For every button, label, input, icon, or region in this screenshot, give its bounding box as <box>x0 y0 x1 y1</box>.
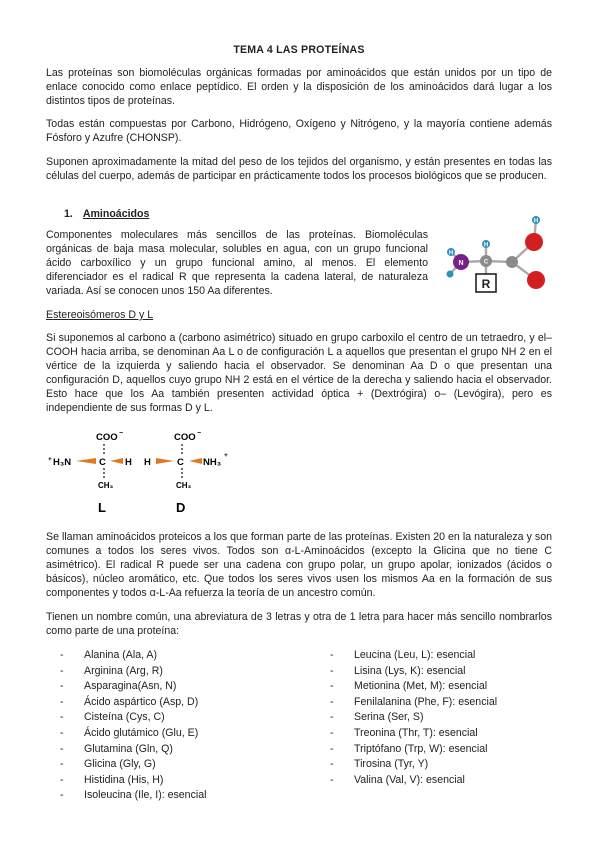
section-number: 1. <box>64 208 73 220</box>
list-item: - Histidina (His, H) <box>60 773 164 786</box>
aminoacid-list-right <box>330 648 497 788</box>
paragraph-intro: Las proteínas son biomoléculas orgánicas formadas por aminoácidos que están unidos por un tipo de enlace conocido como enlace peptídico. El orden y la disposición de los aminoácidos dará lugar a los distintos tipos de proteínas. <box>46 67 552 107</box>
svg-text:D: D <box>176 500 186 515</box>
list-item: - Fenilalanina (Phe, F): esencial <box>330 695 498 708</box>
oxygen-atom-bottom <box>527 271 545 289</box>
aminoacid-list-left <box>60 648 206 804</box>
svg-text:COO: COO <box>96 432 118 443</box>
svg-text:H: H <box>144 457 151 468</box>
list-item: - Alanina (Ala, A) <box>60 649 158 661</box>
svg-text:−: − <box>197 430 202 437</box>
svg-text:+: + <box>48 456 52 463</box>
section-heading-aminoacidos <box>64 207 149 221</box>
list-item: - Cisteína (Cys, C) <box>60 711 165 724</box>
section-title: Aminoácidos <box>82 208 150 220</box>
l-configuration <box>48 430 132 515</box>
paragraph-composition: Todas están compuestas por Carbono, Hidrógeno, Oxígeno y Nitrógeno, y la mayoría contiene además Fósforo y Azufre (CHONSP). <box>46 118 552 144</box>
list-item: - Serina (Ser, S) <box>330 711 424 724</box>
subsection-heading-stereoisomers: Estereoisómeros D y L <box>46 309 154 321</box>
oxygen-atom-top <box>525 233 543 251</box>
list-item: - Ácido glutámico (Glu, E) <box>60 726 199 739</box>
aminoacid-molecule-diagram <box>440 212 552 296</box>
hydrogen-label-top: H <box>533 218 539 225</box>
list-item: - Arginina (Arg, R) <box>60 664 163 677</box>
carbon-label: C <box>483 259 489 266</box>
hydrogen-label-left: H <box>448 250 454 257</box>
svg-text:C: C <box>99 457 106 468</box>
svg-text:C: C <box>177 457 184 468</box>
paragraph-stereoisomers: Si suponemos al carbono a (carbono asimétrico) situado en grupo carboxilo el centro de un tetraedro, y el–COOH hacia arriba, se denominan Aa L o de configuración L a aquellos que presentan el grupo NH 2 en el vértice de la izquierda y saliendo hacia el observador. Se denominan Aa D o que presentan una configuración D, aquellos cuyo grupo NH 2 está en el vértice de la derecha y saliendo hacia el observador. Esto hace que los Aa también presenten actividad óptica + (Dextrógira) o– (Levógira), pero es independiente de sus formas D y L. <box>46 332 552 414</box>
svg-text:H₃N: H₃N <box>53 457 72 468</box>
hydrogen-label-mid: H <box>483 242 489 249</box>
carbon-atom-carboxyl <box>506 256 518 268</box>
svg-text:COO: COO <box>174 432 196 443</box>
list-item: - Triptófano (Trp, W): esencial <box>330 742 488 755</box>
list-item: - Isoleucina (Ile, I): esencial <box>60 789 207 802</box>
paragraph-distribution: Suponen aproximadamente la mitad del peso de los tejidos del organismo, y están presentes en todas las células del cuerpo, además de participar en prácticamente todos los procesos biológicos que se producen. <box>46 156 552 182</box>
document-title: TEMA 4 LAS PROTEÍNAS <box>233 44 365 56</box>
list-item: - Treonina (Thr, T): esencial <box>330 726 478 739</box>
list-item: - Glutamina (Gln, Q) <box>60 742 173 755</box>
list-item: - Metionina (Met, M): esencial <box>330 680 488 693</box>
list-item: - Valina (Val, V): esencial <box>330 773 465 786</box>
list-item: - Leucina (Leu, L): esencial <box>330 649 476 661</box>
svg-text:CH₃: CH₃ <box>98 481 114 490</box>
svg-text:−: − <box>119 430 124 437</box>
list-item: - Glicina (Gly, G) <box>60 758 156 771</box>
list-item: - Lisina (Lys, K): esencial <box>330 664 466 677</box>
radical-r-label: R <box>481 277 491 291</box>
svg-text:L: L <box>98 500 106 515</box>
paragraph-protein-aminoacids: Se llaman aminoácidos proteicos a los que forman parte de las proteínas. Existen 20 en la naturaleza y son comunes a todos los seres vivos. Todos son α-L-Aminoácidos (excepto la Glicina que no tiene C asimétrico). El radical R puede ser una cadena con grupo polar, un grupo apolar, ionizados (ácidos o básicos), núcleo aromático, etc. Que todos los seres vivos usen los mismos Aa en la formación de sus componentes y todos α-L-Aa refuerza la teoría de un ancestro común. <box>46 531 552 599</box>
paragraph-aminoacid-definition: Componentes moleculares más sencillos de las proteínas. Biomoléculas orgánicas de baja masa molecular, solubles en agua, con un grupo funcional ácido carboxílico y un grupo funcional amino, al menos. El elemento diferenciador es el radical R que representa la cadena lateral, de naturaleza variada. Así se conocen unos 150 Aa diferentes. <box>46 229 428 297</box>
svg-text:H: H <box>125 457 132 468</box>
svg-text:CH₃: CH₃ <box>176 481 192 490</box>
nitrogen-label: N <box>458 260 464 267</box>
list-item: - Tirosina (Tyr, Y) <box>330 758 429 771</box>
d-configuration <box>144 430 228 515</box>
svg-text:+: + <box>224 452 228 459</box>
list-item: - Ácido aspártico (Asp, D) <box>60 695 199 708</box>
stereoisomer-diagram <box>46 424 246 516</box>
hydrogen-atom-bottom-left <box>447 271 454 278</box>
paragraph-naming: Tienen un nombre común, una abreviatura de 3 letras y otra de 1 letra para hacer más sencillo nombrarlos como parte de una proteína: <box>46 611 552 637</box>
list-item: - Asparagina(Asn, N) <box>60 680 177 693</box>
svg-text:NH₃: NH₃ <box>203 457 222 468</box>
